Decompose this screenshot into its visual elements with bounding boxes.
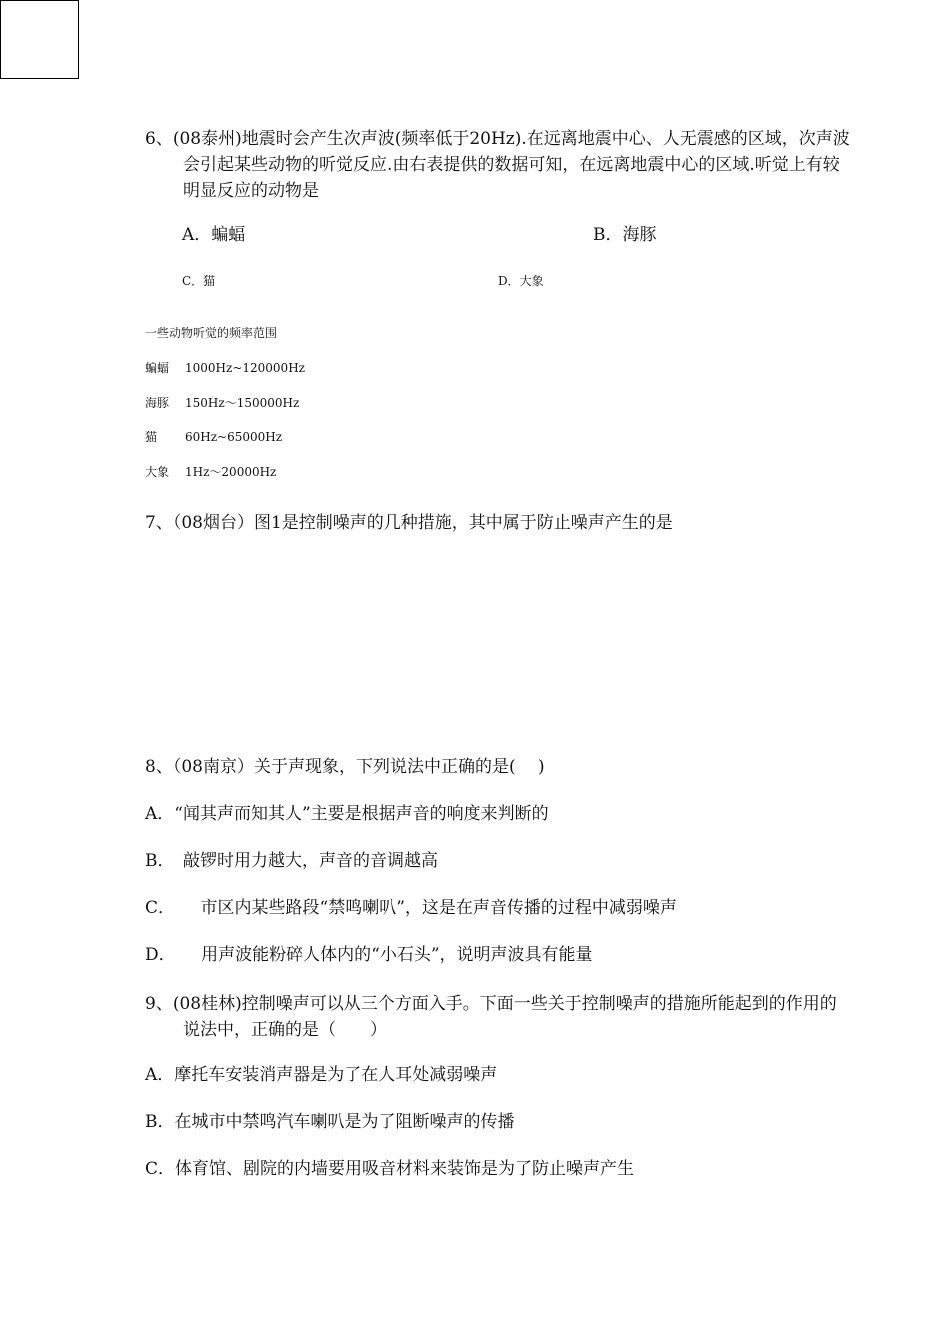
- q6-option-c[interactable]: C．猫: [182, 274, 216, 288]
- q9-option-c[interactable]: C．体育馆、剧院的内墙要用吸音材料来装饰是为了防止噪声产生: [145, 1159, 635, 1179]
- question-8-text: 8、（08南京）关于声现象，下列说法中正确的是( ): [145, 757, 545, 777]
- hearing-table-row: [145, 462, 276, 482]
- hearing-table-row: [145, 393, 299, 413]
- q6-option-d[interactable]: D．大象: [498, 274, 544, 288]
- hearing-table-row: [145, 358, 305, 378]
- hearing-table-range: 150Hz～150000Hz: [185, 396, 300, 410]
- hearing-table-range: 1Hz～20000Hz: [185, 465, 277, 479]
- hearing-table-animal: 大象: [145, 465, 170, 479]
- hearing-table-range: 1000Hz~120000Hz: [185, 361, 305, 375]
- hearing-table-animal: 猫: [145, 430, 158, 444]
- q8-option-d[interactable]: D． 用声波能粉碎人体内的“小石头”，说明声波具有能量: [145, 945, 593, 965]
- q8-option-c[interactable]: C． 市区内某些路段“禁鸣喇叭”，这是在声音传播的过程中减弱噪声: [145, 898, 677, 918]
- question-9-text: 9、(08桂林)控制噪声可以从三个方面入手。下面一些关于控制噪声的措施所能起到的作用的说法中，正确的是（ ）: [145, 994, 837, 1040]
- hearing-table-title: 一些动物听觉的频率范围: [145, 326, 278, 340]
- q9-option-a[interactable]: A．摩托车安装消声器是为了在人耳处减弱噪声: [145, 1065, 498, 1085]
- q6-option-a[interactable]: A．蝙蝠: [182, 225, 246, 245]
- hearing-table-animal: 蝙蝠: [145, 361, 170, 375]
- figure-1-placeholder: [145, 545, 805, 735]
- hearing-table-row: [145, 427, 282, 447]
- question-6-text: 6、(08泰州)地震时会产生次声波(频率低于20Hz).在远离地震中心、人无震感的区域，次声波会引起某些动物的听觉反应.由右表提供的数据可知，在远离地震中心的区域.听觉上有较明显反应的动物是: [145, 129, 850, 201]
- q8-option-a[interactable]: A．“闻其声而知其人”主要是根据声音的响度来判断的: [145, 804, 549, 824]
- q8-option-b[interactable]: B． 敲锣时用力越大，声音的音调越高: [145, 851, 438, 871]
- q9-option-b[interactable]: B．在城市中禁鸣汽车喇叭是为了阻断噪声的传播: [145, 1112, 515, 1132]
- question-7-text: 7、（08烟台）图1是控制噪声的几种措施，其中属于防止噪声产生的是: [145, 513, 673, 533]
- hearing-table-animal: 海豚: [145, 396, 170, 410]
- q6-option-b[interactable]: B．海豚: [593, 225, 657, 245]
- corner-box: [0, 0, 79, 79]
- hearing-table-range: 60Hz~65000Hz: [185, 430, 283, 444]
